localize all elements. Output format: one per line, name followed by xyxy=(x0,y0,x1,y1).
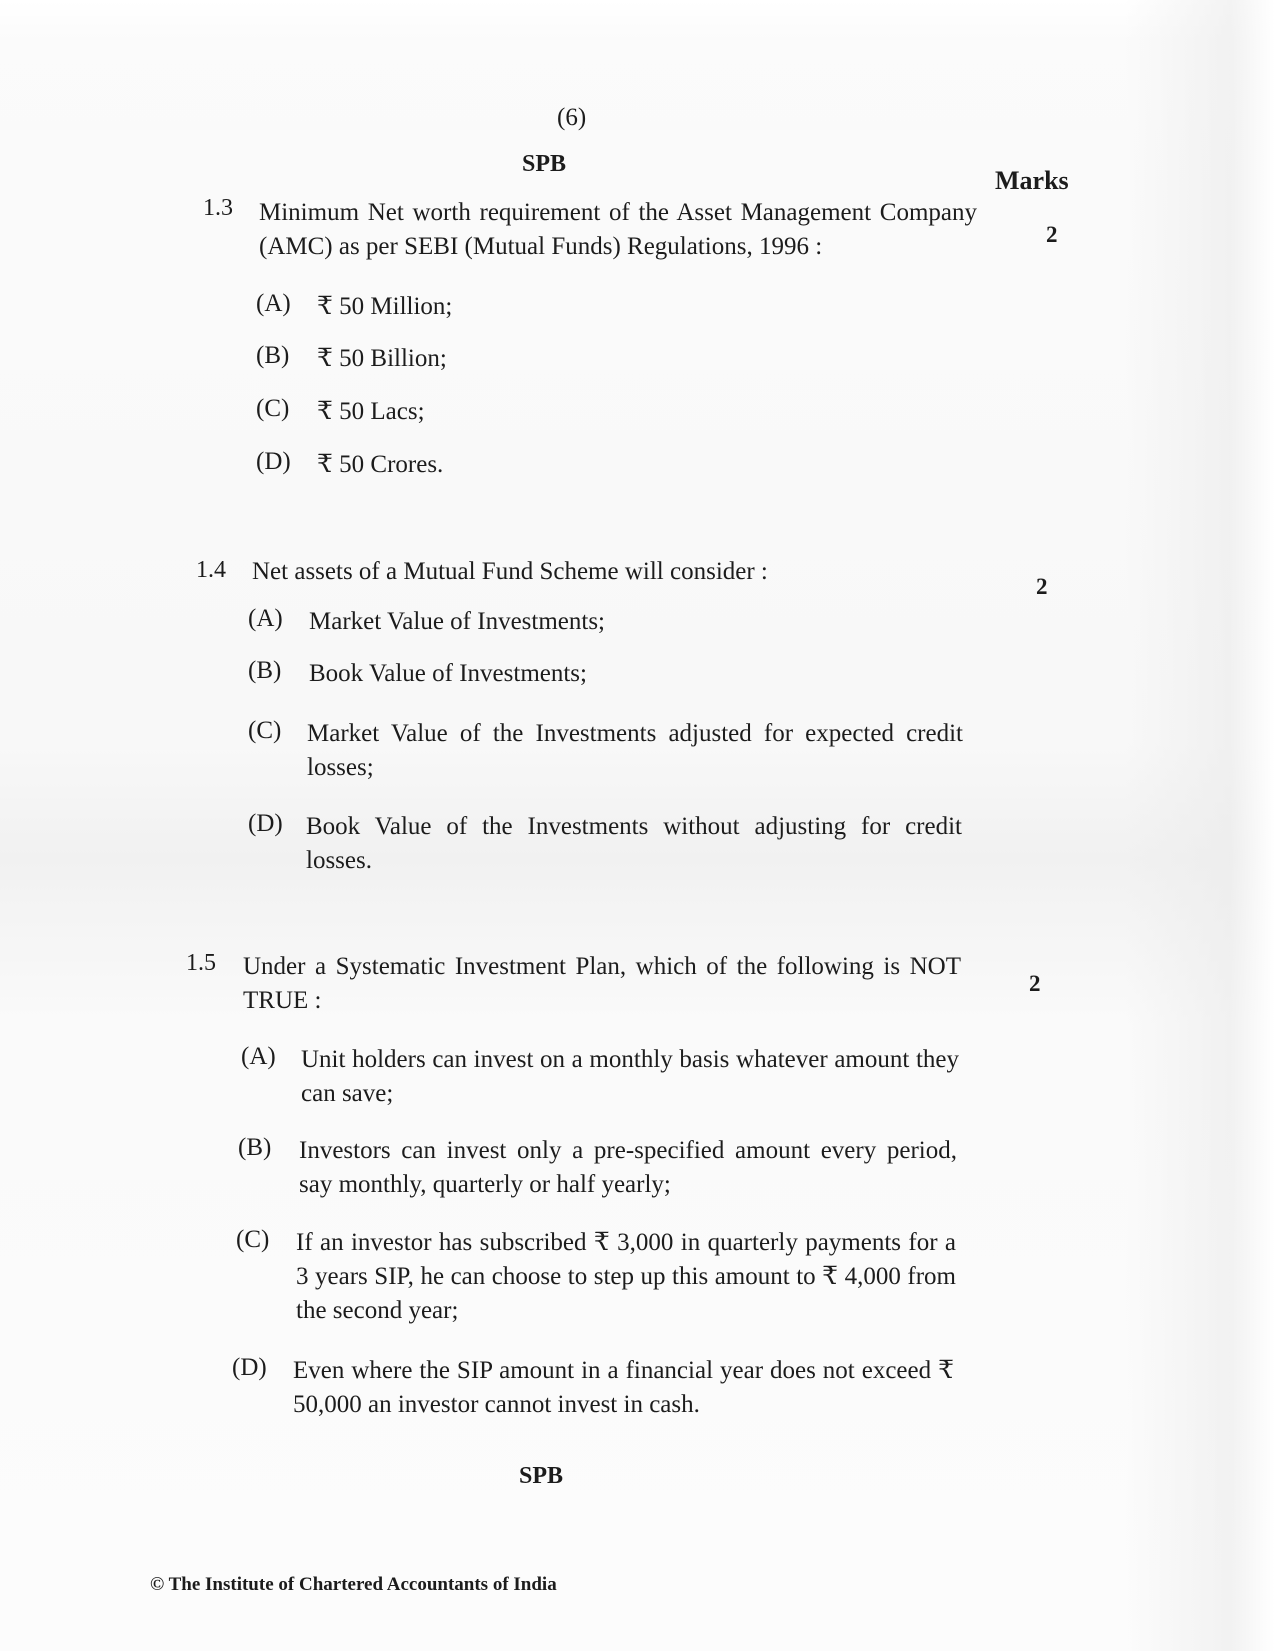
option-text: Market Value of Investments; xyxy=(309,608,605,635)
question-marks: 2 xyxy=(1036,574,1048,599)
option-label: (A) xyxy=(241,1043,276,1070)
option-text: ₹ 50 Billion; xyxy=(317,345,447,372)
option-text: Even where the SIP amount in a financial year does not exceed ₹ 50,000 an investor cannot invest in cash. xyxy=(293,1357,954,1418)
option-text: Investors can invest only a pre-specified amount every period, say monthly, quarterly or half yearly; xyxy=(299,1137,957,1198)
option-label: (C) xyxy=(236,1226,270,1253)
option-label: (B) xyxy=(256,342,290,369)
option-text: If an investor has subscribed ₹ 3,000 in quarterly payments for a 3 years SIP, he can choose to step up this amount to ₹ 4,000 from the second year; xyxy=(296,1229,956,1324)
option-text: Book Value of Investments; xyxy=(309,660,587,687)
paper-code-footer: SPB xyxy=(519,1463,564,1489)
option-text: Market Value of the Investments adjusted for expected credit losses; xyxy=(307,720,963,781)
option-label: (C) xyxy=(248,717,282,744)
option-label: (A) xyxy=(256,290,291,317)
option-label: (C) xyxy=(256,395,290,422)
question-text: Under a Systematic Investment Plan, which of the following is NOT TRUE : xyxy=(243,953,961,1014)
option-text: ₹ 50 Lacs; xyxy=(317,398,425,425)
option-text: ₹ 50 Million; xyxy=(317,293,453,320)
question-marks: 2 xyxy=(1046,222,1058,247)
paper-code-header: SPB xyxy=(522,151,567,177)
option-label: (D) xyxy=(232,1354,267,1381)
question-number: 1.3 xyxy=(203,195,233,221)
option-label: (B) xyxy=(248,657,282,684)
scan-shading-right-edge xyxy=(1125,0,1275,1651)
copyright-notice: © The Institute of Chartered Accountants of India xyxy=(150,1574,557,1595)
scan-shading-top xyxy=(0,0,1275,42)
question-number: 1.4 xyxy=(196,557,226,583)
question-text: Net assets of a Mutual Fund Scheme will consider : xyxy=(252,558,768,585)
option-text: Book Value of the Investments without adjusting for credit losses. xyxy=(306,813,962,874)
question-text: Minimum Net worth requirement of the Asset Management Company (AMC) as per SEBI (Mutual Funds) Regulations, 1996 : xyxy=(259,199,977,260)
option-label: (D) xyxy=(256,448,291,475)
option-text: Unit holders can invest on a monthly basis whatever amount they can save; xyxy=(301,1046,959,1107)
option-label: (B) xyxy=(238,1134,272,1161)
marks-column-header: Marks xyxy=(995,166,1069,195)
page-number: (6) xyxy=(557,104,587,131)
option-label: (D) xyxy=(248,810,283,837)
question-number: 1.5 xyxy=(186,950,216,976)
question-marks: 2 xyxy=(1029,971,1041,996)
option-text: ₹ 50 Crores. xyxy=(317,451,444,478)
option-label: (A) xyxy=(248,605,283,632)
